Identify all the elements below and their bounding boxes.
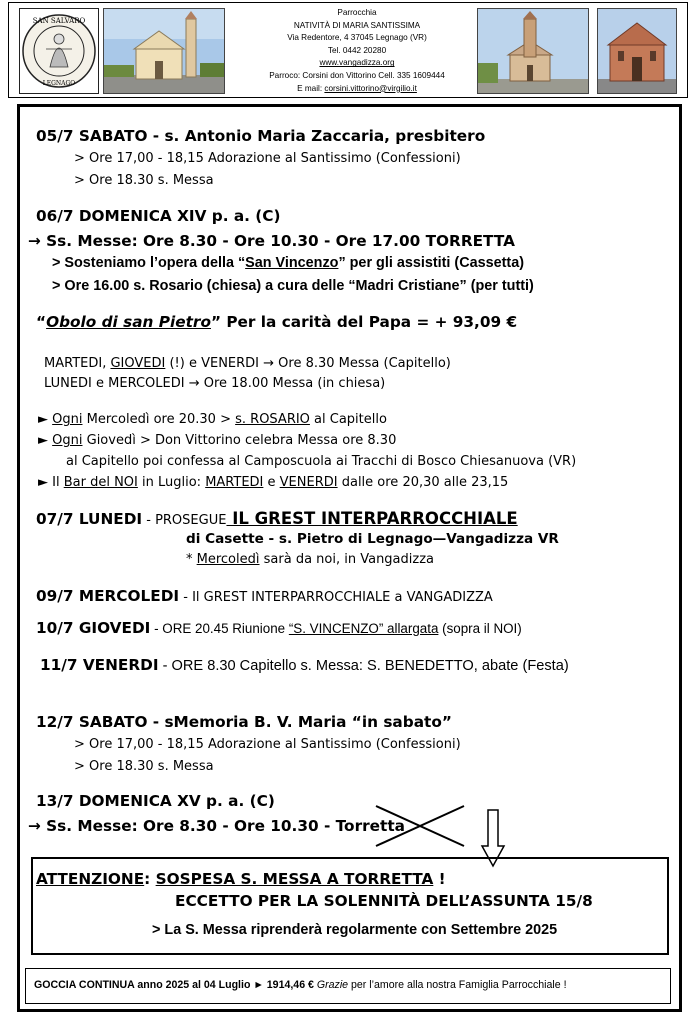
- sat-05-title: 05/7 SABATO - s. Antonio Maria Zaccaria, presbitero: [36, 127, 486, 145]
- church-photo-3: [597, 8, 677, 94]
- church-photo-2: [477, 8, 589, 94]
- parish-info: [237, 7, 477, 95]
- sat-12-mass: > Ore 18.30 s. Messa: [74, 759, 214, 774]
- parish-website-link[interactable]: www.vangadizza.org: [319, 58, 395, 68]
- thu-10-line: 10/7 GIOVEDI - ORE 20.45 Riunione “S. VINCENZO” allargata (sopra il NOI): [36, 619, 522, 637]
- weekly-evening-mass: LUNEDI e MERCOLEDI → Ore 18.00 Messa (in chiesa): [44, 376, 386, 391]
- obolo-line: “Obolo di san Pietro” Per la carità del Papa = + 93,09 €: [36, 313, 518, 331]
- thursday-camp: al Capitello poi confessa al Camposcuola ai Tracchi di Bosco Chiesanuova (VR): [66, 454, 577, 469]
- sun-06-rosario: > Ore 16.00 s. Rosario (chiesa) a cura delle “Madri Cristiane” (per tutti): [52, 278, 534, 294]
- seal-text-bottom: LEGNAGO: [42, 80, 76, 87]
- noi-bar-hours: ► Il Bar del NOI in Luglio: MARTEDI e VENERDI dalle ore 20,30 alle 23,15: [38, 475, 509, 490]
- notice-line3: > La S. Messa riprenderà regolarmente con Settembre 2025: [152, 922, 558, 938]
- parish-label: Parrocchia: [337, 8, 377, 17]
- bulletin-header: [8, 2, 688, 98]
- mon-07-note: * Mercoledì sarà da noi, in Vangadizza: [186, 552, 435, 567]
- fri-11-line: 11/7 VENERDI - ORE 8.30 Capitello s. Messa: S. BENEDETTO, abate (Festa): [40, 656, 569, 674]
- mon-07-line: 07/7 LUNEDI - PROSEGUE IL GREST INTERPARROCCHIALE: [36, 509, 518, 528]
- parish-seal-logo: [19, 8, 99, 94]
- mon-07-parishes: di Casette - s. Pietro di Legnago—Vangadizza VR: [186, 531, 559, 547]
- notice-line1: ATTENZIONE: SOSPESA S. MESSA A TORRETTA !: [36, 870, 446, 888]
- sat-05-adoration: > Ore 17,00 - 18,15 Adorazione al Santissimo (Confessioni): [74, 151, 461, 166]
- church-photo-main: [103, 8, 225, 94]
- sun-06-masses: → Ss. Messe: Ore 8.30 - Ore 10.30 - Ore 17.00 TORRETTA: [28, 232, 515, 250]
- cross-out-mark: [372, 802, 468, 850]
- parish-priest: Parroco: Corsini don Vittorino Cell. 335 1609444: [269, 70, 445, 80]
- sat-05-mass: > Ore 18.30 s. Messa: [74, 173, 214, 188]
- goccia-continua: GOCCIA CONTINUA anno 2025 al 04 Luglio ► 1914,46 € Grazie per l’amore alla nostra Famiglia Parrocchiale !: [34, 979, 567, 991]
- wednesday-rosary: ► Ogni Mercoledì ore 20.30 > s. ROSARIO al Capitello: [38, 412, 387, 427]
- sat-12-title: 12/7 SABATO - sMemoria B. V. Maria “in sabato”: [36, 713, 452, 731]
- sun-06-san-vincenzo: > Sosteniamo l’opera della “San Vincenzo” per gli assistiti (Cassetta): [52, 255, 524, 271]
- parish-phone: Tel. 0442 20280: [327, 45, 387, 55]
- sun-13-masses: → Ss. Messe: Ore 8.30 - Ore 10.30 - Torretta: [28, 817, 405, 835]
- parish-name: NATIVITÀ DI MARIA SANTISSIMA: [293, 20, 421, 30]
- parish-address: Via Redentore, 4 37045 Legnago (VR): [287, 33, 427, 43]
- seal-text-top: SAN SALVARO: [32, 17, 86, 25]
- wed-09-line: 09/7 MERCOLEDI - Il GREST INTERPARROCCHIALE a VANGADIZZA: [36, 587, 493, 605]
- sun-06-title: 06/7 DOMENICA XIV p. a. (C): [36, 207, 281, 225]
- torretta-crossed: Torretta: [335, 817, 405, 835]
- thursday-mass: ► Ogni Giovedì > Don Vittorino celebra Messa ore 8.30: [38, 433, 397, 448]
- notice-line2: ECCETTO PER LA SOLENNITÀ DELL’ASSUNTA 15/8: [175, 892, 593, 910]
- email-label: E mail:: [297, 83, 325, 93]
- weekly-morning-mass: MARTEDI, GIOVEDI (!) e VENERDI → Ore 8.30 Messa (Capitello): [44, 356, 451, 371]
- email-link[interactable]: corsini.vittorino@virgilio.it: [324, 83, 417, 93]
- sun-13-title: 13/7 DOMENICA XV p. a. (C): [36, 792, 275, 810]
- sat-12-adoration: > Ore 17,00 - 18,15 Adorazione al Santissimo (Confessioni): [74, 737, 461, 752]
